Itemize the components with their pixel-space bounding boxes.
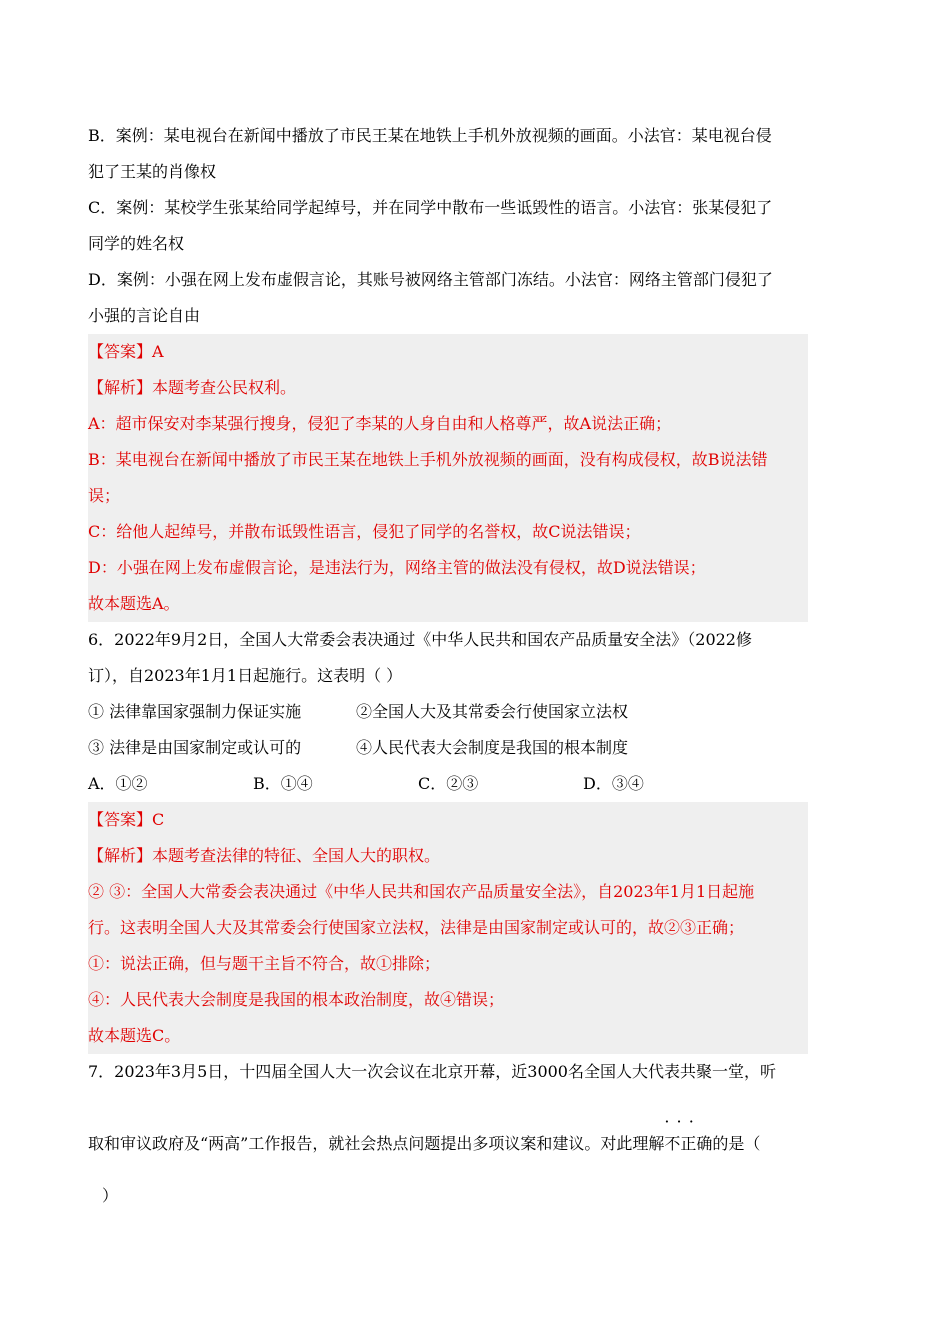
- q6-choice-d[interactable]: D．③④: [583, 774, 644, 793]
- q6-choice-b[interactable]: B．①④: [253, 774, 313, 793]
- q5-option-c-line2: 同学的姓名权: [88, 234, 185, 253]
- q6-answer-block: [88, 802, 808, 1054]
- q7-stem-line1: 7．2023年3月5日，十四届全国人大一次会议在北京开幕，近3000名全国人大代表共聚一堂，听: [88, 1062, 776, 1081]
- q6-analysis-line: ④：人民代表大会制度是我国的根本政治制度，故④错误；: [88, 990, 505, 1009]
- q6-items-row2: [88, 730, 808, 766]
- q6-analysis-line: ② ③：全国人大常委会表决通过《中华人民共和国农产品质量安全法》，自2023年1月1日起施: [88, 882, 755, 901]
- q6-item-3: ③ 法律是由国家制定或认可的: [88, 738, 302, 757]
- q5-option-d-line2: 小强的言论自由: [88, 306, 201, 325]
- q5-answer: 【答案】A: [88, 342, 164, 361]
- q5-analysis: 【解析】本题考查公民权利。: [88, 378, 297, 397]
- q7-stem-part: 的是（: [712, 1134, 761, 1153]
- q6-analysis-line: 行。这表明全国人大及其常委会行使国家立法权，法律是由国家制定或认可的，故②③正确；: [88, 918, 745, 937]
- q6-item-2: ②全国人大及其常委会行使国家立法权: [356, 702, 629, 721]
- q6-choices: [88, 766, 808, 802]
- q5-analysis-line: B：某电视台在新闻中播放了市民王某在地铁上手机外放视频的画面，没有构成侵权，故B说法错: [88, 450, 768, 469]
- q5-analysis-line: A：超市保安对李某强行搜身，侵犯了李某的人身自由和人格尊严，故A说法正确；: [88, 414, 672, 433]
- document-content: [88, 118, 808, 1214]
- q7-emphasis: · · · 不正确: [664, 1134, 712, 1153]
- q5-analysis-line: 误；: [88, 486, 121, 505]
- q6-choice-c[interactable]: C．②③: [418, 774, 479, 793]
- q6-item-4: ④人民代表大会制度是我国的根本制度: [356, 738, 629, 757]
- q6-item-1: ① 法律靠国家强制力保证实施: [88, 702, 302, 721]
- q5-option-c-line1: C．案例：某校学生张某给同学起绰号，并在同学中散布一些诋毁性的语言。小法官：张某侵犯了: [88, 198, 773, 217]
- q5-analysis-conclusion: 故本题选A。: [88, 594, 180, 613]
- q6-stem-line1: 6．2022年9月2日，全国人大常委会表决通过《中华人民共和国农产品质量安全法》（2022修: [88, 630, 752, 649]
- q6-analysis-line: ①：说法正确，但与题干主旨不符合，故①排除；: [88, 954, 441, 973]
- q6-analysis: 【解析】本题考查法律的特征、全国人大的职权。: [88, 846, 441, 865]
- q7-stem-line3: ）: [102, 1186, 119, 1205]
- q5-option-b-line1: B．案例：某电视台在新闻中播放了市民王某在地铁上手机外放视频的画面。小法官：某电视台侵: [88, 126, 772, 145]
- q6-analysis-conclusion: 故本题选C。: [88, 1026, 181, 1045]
- q5-answer-block: [88, 334, 808, 622]
- q5-option-b-line2: 犯了王某的肖像权: [88, 162, 217, 181]
- q5-analysis-line: C：给他人起绰号，并散布诋毁性语言，侵犯了同学的名誉权，故C说法错误；: [88, 522, 641, 541]
- q5-option-d-line1: D．案例：小强在网上发布虚假言论，其账号被网络主管部门冻结。小法官：网络主管部门侵犯了: [88, 270, 773, 289]
- q6-stem-line2: 订），自2023年1月1日起施行。这表明（ ）: [88, 666, 403, 685]
- q6-answer: 【答案】C: [88, 810, 165, 829]
- q5-analysis-line: D：小强在网上发布虚假言论，是违法行为，网络主管的做法没有侵权，故D说法错误；: [88, 558, 706, 577]
- q7-stem-part: 取和审议政府及“两高”工作报告，就社会热点问题提出多项议案和建议。对此理解: [88, 1134, 665, 1153]
- q6-items-row1: [88, 694, 808, 730]
- q6-choice-a[interactable]: A．①②: [88, 774, 148, 793]
- q7-stem-line2: [88, 1126, 808, 1162]
